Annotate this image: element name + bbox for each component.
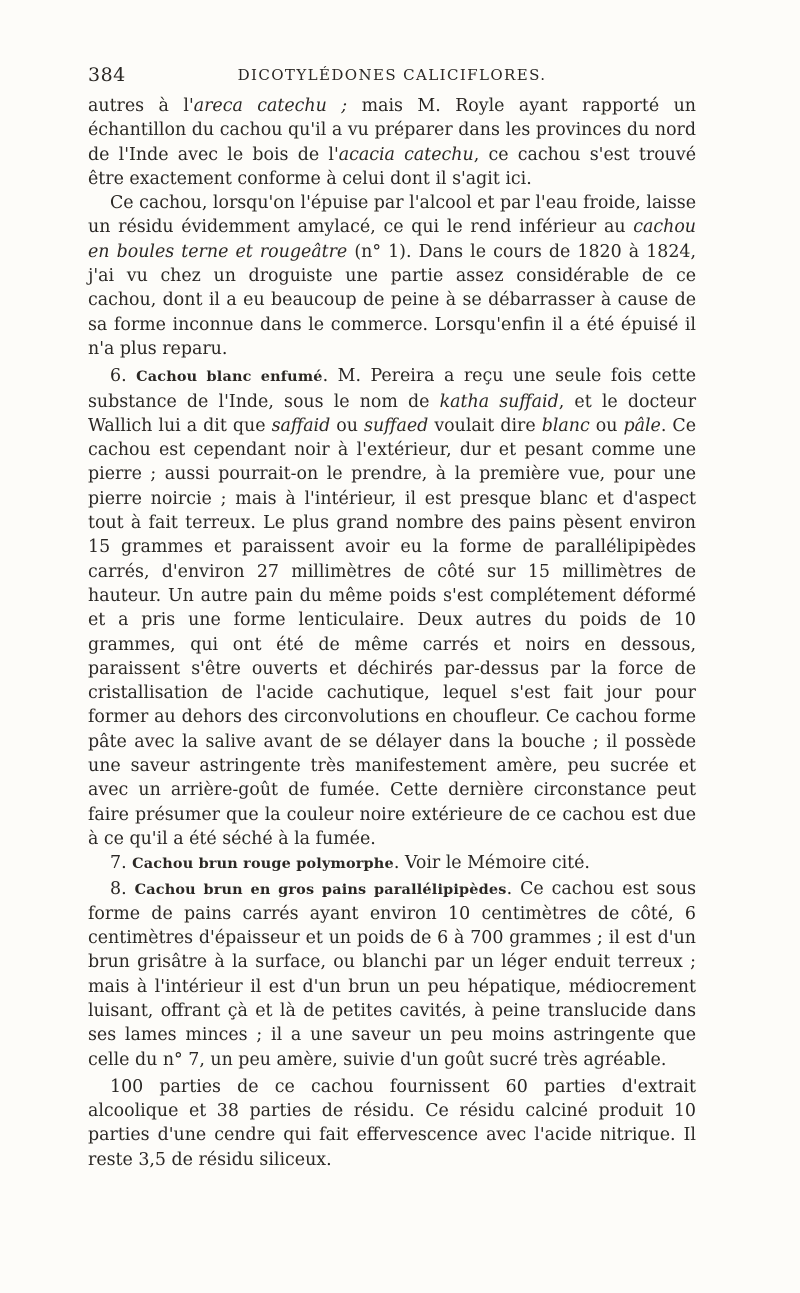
italic-term: areca catechu ; — [193, 96, 348, 116]
text-run: , et le docteur Wallich lui a dit que — [88, 391, 697, 436]
text-run: . Ce cachou est cependant noir à l'extérieur, dur et pesant comme une pierre ; aussi pourrait-on le prendre, à la première vue, pour une pierre noircie ; mais à l'intérieur, il est presque blanc et d'aspect tout à fait terreux. Le plus grand nombre des pains pèsent environ 15 grammes et paraissent avoir eu la forme de parallélipipèdes carrés, d'environ 27 millimètres de côté sur 15 millimètres de hauteur. Un autre pain du même poids s'est complétement déformé et a pris une forme lenticulaire. Deux autres du poids de 10 grammes, qui ont été de même carrés et noirs en dessous, paraissent s'être ouverts et déchirés par-dessus par la force de cristallisation de l'acide cachutique, lequel s'est fait jour pour former au dehors des circonvolutions en choufleur. Ce cachou forme pâte avec la salive avant de se délayer dans la bouche ; il possède une saveur astringente très manifestement amère, peu sucrée et avec un arrière-goût de fumée. Cette dernière circonstance peut faire présumer que la couleur noire extérieure de ce cachou est due à ce qu'il a été séché à la fumée. — [88, 415, 696, 849]
text-run: . Voir le Mémoire cité. — [393, 853, 590, 874]
text-run: (n° 1). Dans le cours de 1820 à 1824, j'ai vu chez un droguiste une partie assez considérable de ce cachou, dont il a eu beaucoup de peine à se débarrasser à cause de sa forme inconnue dans le commerce. Lorsqu'enfin il a été épuisé il n'a plus reparu. — [88, 241, 696, 359]
text-run: . Ce cachou est sous forme de pains carrés ayant environ 10 centimètres de côté, 6 centimètres d'épaisseur et un poids de 6 à 700 grammes ; il est d'un brun grisâtre à la surface, ou blanchi par un léger enduit terreux ; mais à l'intérieur il est d'un brun un peu hépatique, médiocrement luisant, offrant çà et là de petites cavités, à peine translucide dans ses lames minces ; il a une saveur un peu moins astringente que celle du n° 7, un peu amère, suivie d'un goût sucré très agréable. — [88, 878, 696, 1070]
italic-term: cachou en boules terne et rougeâtre — [88, 217, 696, 262]
text-run: ou — [330, 415, 365, 436]
italic-term: pâle — [623, 415, 661, 436]
running-head: DICOTYLÉDONES CALICIFLORES. — [237, 66, 547, 84]
text-run: autres à l' — [88, 96, 194, 116]
section-heading: Cachou brun en gros pains parallélipipèdes — [134, 880, 507, 898]
page-header — [88, 64, 696, 88]
text-run: mais M. Royle ayant rapporté un échantillon du cachou qu'il a vu préparer dans les provinces du nord de l'Inde avec le bois de l' — [88, 96, 696, 165]
italic-term: saffaid — [271, 415, 331, 436]
text-run: , ce cachou s'est trouvé être exactement conforme à celui dont il s'agit ici. — [88, 144, 696, 189]
italic-term: blanc — [541, 415, 590, 436]
text-run: 8. — [110, 878, 135, 899]
body-text — [88, 94, 696, 1172]
text-run: ou — [589, 415, 624, 436]
text-run: Ce cachou, lorsqu'on l'épuise par l'alcool et par l'eau froide, laisse un résidu évidemment amylacé, ce qui le rend inférieur au — [88, 193, 696, 238]
italic-term: katha suffaid — [439, 391, 559, 412]
section-heading: Cachou blanc enfumé — [136, 368, 323, 386]
paragraph-cachou-blanc-enfume — [88, 364, 696, 851]
paragraph-residu-amylace — [88, 191, 696, 361]
page-number: 384 — [88, 64, 126, 86]
italic-term: suffaed — [364, 415, 429, 436]
italic-term: acacia catechu — [338, 144, 474, 165]
paragraph-cachou-brun-gros-pains — [88, 877, 696, 1072]
section-heading: Cachou brun rouge polymorphe — [132, 855, 394, 873]
paragraph-areca-catechu — [88, 94, 696, 191]
text-run: voulait dire — [428, 415, 542, 436]
text-run: 7. — [110, 853, 133, 874]
paragraph-analyse-residu — [88, 1075, 696, 1172]
text-run: . M. Pereira a reçu une seule fois cette substance de l'Inde, sous le nom de — [88, 366, 696, 412]
paragraph-cachou-brun-rouge — [88, 851, 696, 876]
text-run: 100 parties de ce cachou fournissent 60 parties d'extrait alcoolique et 38 parties de résidu. Ce résidu calciné produit 10 parties d'une cendre qui fait effervescence avec l'acide nitrique. Il reste 3,5 de résidu siliceux. — [88, 1076, 696, 1170]
text-run: 6. — [110, 366, 137, 387]
